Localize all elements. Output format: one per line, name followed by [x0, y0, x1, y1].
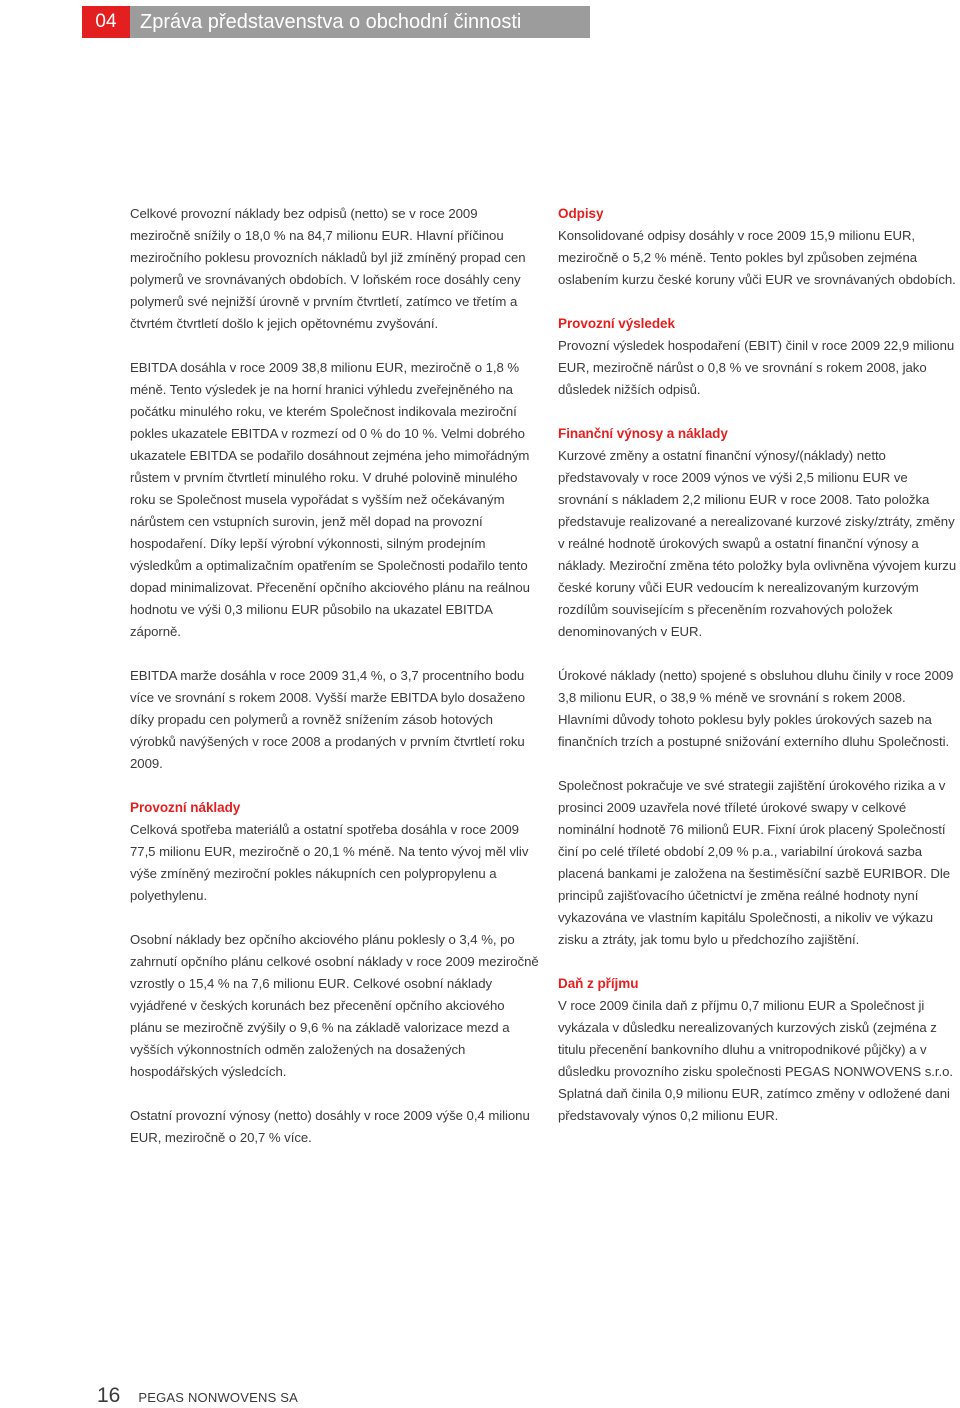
- paragraph-personnel-costs: Osobní náklady bez opčního akciového plánu poklesly o 3,4 %, po zahrnutí opčního plánu celkové osobní náklady v roce 2009 meziročně vzrostly o 15,4 % na 7,6 milionu EUR. Celkové osobní náklady vyjádřené v českých korunách bez přecenění opčního akciového plánu se meziročně zvýšily o 9,6 % na základě valorizace mezd a vyšších výkonnostních odměn založených na dosažených hospodářských výsledcích.: [130, 932, 539, 1079]
- chapter-title: Zpráva představenstva o obchodní činnosti: [130, 6, 590, 38]
- heading-financial-income: Finanční výnosy a náklady: [558, 426, 728, 441]
- page-number: 16: [97, 1384, 121, 1407]
- left-column: [130, 203, 540, 1171]
- paragraph-ebit: Provozní výsledek hospodaření (EBIT) činil v roce 2009 22,9 milionu EUR, meziročně nárůst o 0,8 % ve srovnání s rokem 2008, jako důsledek nižších odpisů.: [558, 338, 955, 397]
- right-column: [558, 203, 958, 1149]
- heading-ebit: Provozní výsledek: [558, 316, 675, 331]
- paragraph-other-operating-income: Ostatní provozní výnosy (netto) dosáhly v roce 2009 výše 0,4 milionu EUR, meziročně o 20,7 % více.: [130, 1108, 530, 1145]
- paragraph-depreciation: Konsolidované odpisy dosáhly v roce 2009 15,9 milionu EUR, meziročně o 5,2 % méně. Tento pokles byl způsoben zejména oslabením kurzu české koruny vůči EUR ve srovnávaných obdobích.: [558, 228, 956, 287]
- paragraph-material-consumption: Celková spotřeba materiálů a ostatní spotřeba dosáhla v roce 2009 77,5 milionu EUR, meziročně o 20,1 % méně. Na tento vývoj měl vliv výše zmíněný meziroční pokles nákupních cen polypropylenu a polyethylenu.: [130, 822, 529, 903]
- paragraph-ebitda: EBITDA dosáhla v roce 2009 38,8 milionu EUR, meziročně o 1,8 % méně. Tento výsledek je na horní hranici výhledu zveřejněného na počátku minulého roku, ve kterém Společnost indikovala meziroční pokles ukazatele EBITDA v rozmezí od 0 % do 10 %. Velmi dobrého ukazatele EBITDA se podařilo dosáhnout zejména jeho mimořádným růstem v prvním čtvrtletí minulého roku. V druhé polovině minulého roku se Společnost musela vypořádat s vyšším než očekávaným nárůstem cen vstupních surovin, jenž měl dopad na provozní hospodaření. Díky lepší výrobní výkonnosti, silným prodejním výsledkům a optimalizačním opatřením se Společnosti podařilo tento dopad minimalizovat. Přecenění opčního akciového plánu na reálnou hodnotu ve výši 0,3 milionu EUR působilo na ukazatel EBITDA záporně.: [130, 360, 530, 639]
- page-footer: [97, 1384, 298, 1408]
- paragraph-interest-costs: Úrokové náklady (netto) spojené s obsluhou dluhu činily v roce 2009 3,8 milionu EUR, o 38,9 % méně ve srovnání s rokem 2008. Hlavními důvody tohoto poklesu byly pokles úrokových sazeb na finančních trzích a postupné snižování externího dluhu Společnosti.: [558, 668, 954, 749]
- heading-operating-costs: Provozní náklady: [130, 800, 241, 815]
- paragraph-operating-costs-summary: Celkové provozní náklady bez odpisů (netto) se v roce 2009 meziročně snížily o 18,0 % na 84,7 milionu EUR. Hlavní příčinou meziročního poklesu provozních nákladů byl již zmíněný propad cen polymerů ve srovnávaných obdobích. V loňském roce dosáhly ceny polymerů své nejnižší úrovně v prvním čtvrtletí, zatímco ve třetím a čtvrtém čtvrtletí došlo k jejich opětovnému zvyšování.: [130, 206, 526, 331]
- chapter-number: 04: [82, 6, 130, 38]
- paragraph-hedging-strategy: Společnost pokračuje ve své strategii zajištění úrokového rizika a v prosinci 2009 uzavřela nové tříleté úrokové swapy v celkové nominální hodnotě 76 milionů EUR. Fixní úrok placený Společností činí po celé tříleté období 2,09 % p.a., variabilní úroková sazba placená bankami je založena na šestiměsíční sazbě EURIBOR. Dle principů zajišťovacího účetnictví je změna reálné hodnoty nyní vykazována ve vlastním kapitálu Společnosti, a nikoliv ve výkazu zisku a ztráty, jak tomu bylo u předchozího zajištění.: [558, 778, 950, 947]
- heading-income-tax: Daň z příjmu: [558, 976, 639, 991]
- heading-depreciation: Odpisy: [558, 206, 604, 221]
- paragraph-ebitda-margin: EBITDA marže dosáhla v roce 2009 31,4 %, o 3,7 procentního bodu více ve srovnání s rokem 2008. Vyšší marže EBITDA bylo dosaženo díky propadu cen polymerů a rovněž snížením zásob hotových výrobků navýšených v roce 2008 a prodaných v prvním čtvrtletí roku 2009.: [130, 668, 526, 771]
- chapter-header: [82, 6, 590, 38]
- paragraph-income-tax: V roce 2009 činila daň z příjmu 0,7 milionu EUR a Společnost ji vykázala v důsledku nerealizovaných kurzových zisků (zejména z titulu přecenění bankovního dluhu a vnitropodnikové půjčky) a v důsledku provozního zisku společnosti PEGAS NONWOVENS s.r.o. Splatná daň činila 0,9 milionu EUR, zatímco změny v odložené dani představovaly výnos 0,2 milionu EUR.: [558, 998, 953, 1123]
- paragraph-fx-changes: Kurzové změny a ostatní finanční výnosy/(náklady) netto představovaly v roce 2009 výnos ve výši 2,5 milionu EUR ve srovnání s nákladem 2,2 milionu EUR v roce 2008. Tato položka představuje realizované a nerealizované kurzové zisky/ztráty, změny v reálné hodnotě úrokových swapů a ostatní finanční výnosy a náklady. Meziroční změna této položky byla ovlivněna vývojem kurzu české koruny vůči EUR vedoucím k nerealizovaným kurzovým rozdílům souvisejícím s přeceněním rozvahových položek denominovaných v EUR.: [558, 448, 957, 639]
- footer-company-name: PEGAS NONWOVENS SA: [138, 1390, 298, 1405]
